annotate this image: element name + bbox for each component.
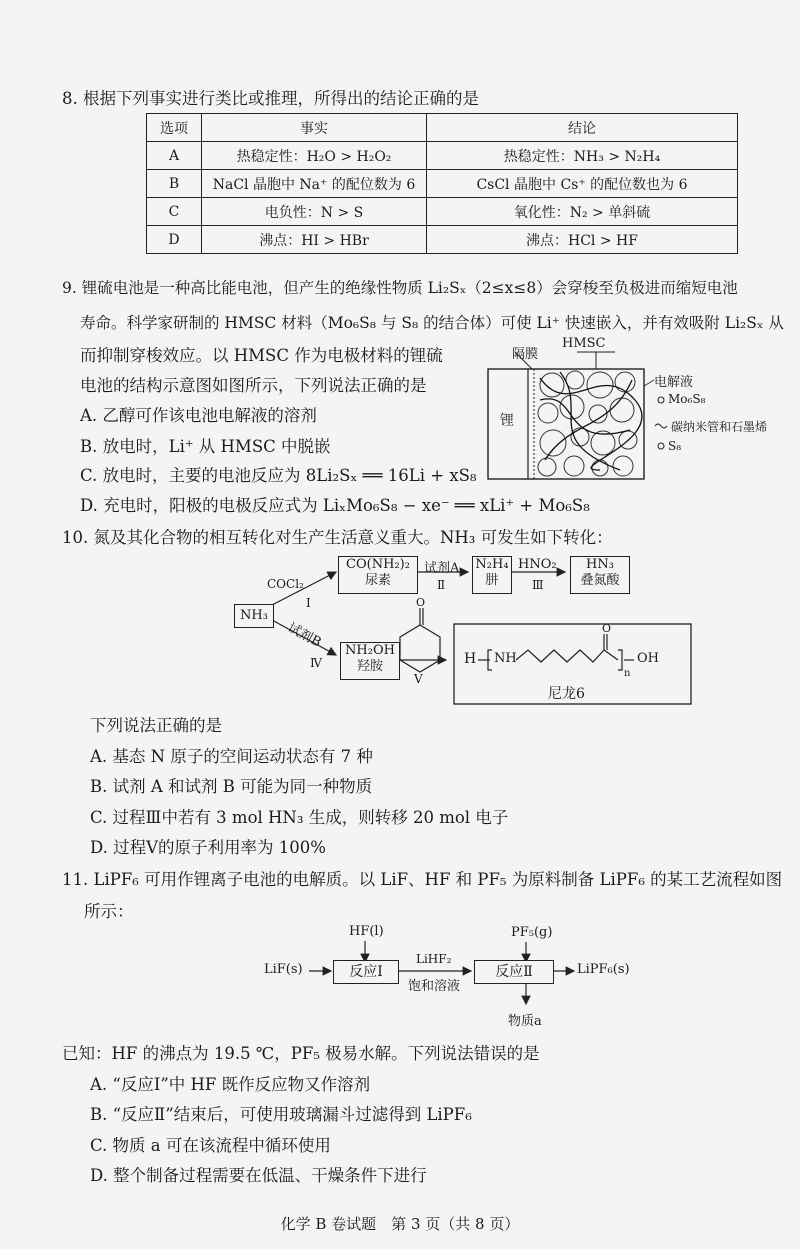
- hno2-label: HNO₂: [518, 557, 557, 572]
- hydrazine-formula: N₂H₄: [475, 557, 509, 572]
- q9-option-c: C. 放电时，主要的电池反应为 8Li₂Sₓ ══ 16Li + xS₈: [80, 466, 477, 485]
- q11-option-b: B. “反应Ⅱ”结束后，可使用玻璃漏斗过滤得到 LiPF₆: [90, 1105, 472, 1124]
- hydrazoic-acid-formula: HN₃: [586, 557, 614, 572]
- reagent-b-label: 试剂B: [285, 620, 324, 651]
- lithium-label: 锂: [500, 413, 514, 429]
- electrolyte-label: 电解液: [654, 375, 694, 390]
- step2-label: Ⅱ: [437, 578, 446, 592]
- hydroxylamine-formula: NH₂OH: [345, 643, 395, 658]
- step4-label: Ⅳ: [310, 656, 322, 670]
- table-cell: B: [147, 170, 202, 198]
- carbonyl-oxygen-label: O: [416, 596, 426, 609]
- q9-option-a: A. 乙醇可作该电池电解液的溶剂: [80, 406, 317, 425]
- nylon-h: H: [464, 651, 477, 667]
- q11-known: 已知：HF 的沸点为 19.5 ℃，PF₅ 极易水解。下列说法错误的是: [62, 1044, 540, 1063]
- urea-formula: CO(NH₂)₂: [346, 557, 410, 572]
- reaction1-box: [333, 960, 399, 984]
- q11-line1: 11. LiPF₆ 可用作锂离子电池的电解质。以 LiF、HF 和 PF₅ 为原料制备 LiPF₆ 的某工艺流程如图: [62, 870, 783, 889]
- lihf2-label: LiHF₂: [416, 952, 452, 966]
- table-cell: NaCl 晶胞中 Na⁺ 的配位数为 6: [202, 170, 427, 198]
- nylon-oh: OH: [637, 651, 659, 666]
- q10-option-c: C. 过程Ⅲ中若有 3 mol HN₃ 生成，则转移 20 mol 电子: [90, 808, 509, 827]
- hydrazine-name: 肼: [485, 573, 499, 588]
- table-header: 结论: [427, 114, 738, 142]
- step5-label: Ⅴ: [414, 672, 423, 686]
- table-cell: 热稳定性：H₂O > H₂O₂: [202, 142, 427, 170]
- q9-line4: 电池的结构示意图如图所示，下列说法正确的是: [80, 376, 427, 395]
- substance-a-label: 物质a: [508, 1014, 542, 1029]
- q11-option-a: A. “反应Ⅰ”中 HF 既作反应物又作溶剂: [90, 1075, 371, 1094]
- q11-option-c: C. 物质 a 可在该流程中循环使用: [90, 1136, 331, 1155]
- legend-s8: S₈: [668, 439, 682, 453]
- page-footer: 化学 B 卷试题 第 3 页（共 8 页）: [280, 1215, 520, 1233]
- ammonia-formula: NH₃: [240, 608, 268, 623]
- table-cell: 沸点：HI > HBr: [202, 226, 427, 254]
- reaction2-box: [474, 960, 554, 984]
- q9-line1: 9. 锂硫电池是一种高比能电池，但产生的绝缘性物质 Li₂Sₓ（2≤x≤8）会穿梭至负极进而缩短电池: [62, 279, 738, 297]
- hydrazoic-acid-name: 叠氮酸: [580, 573, 620, 588]
- q10-intro: 下列说法正确的是: [90, 716, 222, 735]
- q9-option-b: B. 放电时，Li⁺ 从 HMSC 中脱嵌: [80, 437, 331, 456]
- hmsc-label: HMSC: [562, 336, 606, 351]
- table-cell: A: [147, 142, 202, 170]
- nylon-name: 尼龙6: [548, 686, 585, 702]
- legend-mo6s8: Mo₆S₈: [668, 392, 706, 406]
- table-cell: C: [147, 198, 202, 226]
- table-cell: CsCl 晶胞中 Cs⁺ 的配位数也为 6: [427, 170, 738, 198]
- q11-line2: 所示：: [84, 902, 134, 921]
- reagent-a-label: 试剂A: [424, 561, 460, 576]
- urea-name: 尿素: [364, 573, 391, 588]
- table-cell: 氧化性：N₂ > 单斜硫: [427, 198, 738, 226]
- nylon-nh: NH: [494, 651, 517, 666]
- q9-line2: 寿命。科学家研制的 HMSC 材料（Mo₆S₈ 与 S₈ 的结合体）可使 Li⁺ 快速嵌入，并有效吸附 Li₂Sₓ 从: [80, 314, 784, 332]
- table-cell: 电负性：N > S: [202, 198, 427, 226]
- pf5-label: PF₅(g): [511, 925, 553, 940]
- step3-label: Ⅲ: [532, 578, 544, 592]
- separator-label: 隔膜: [512, 347, 539, 362]
- table-header: 选项: [147, 114, 202, 142]
- nylon-n: n: [624, 668, 631, 679]
- table-cell: 沸点：HCl > HF: [427, 226, 738, 254]
- q10-stem: 10. 氮及其化合物的相互转化对生产生活意义重大。NH₃ 可发生如下转化：: [62, 528, 613, 547]
- table-header: 事实: [202, 114, 427, 142]
- product-label: LiPF₆(s): [577, 962, 630, 977]
- legend-carbon: 碳纳米管和石墨烯: [671, 420, 768, 434]
- q10-option-a: A. 基态 N 原子的空间运动状态有 7 种: [90, 747, 373, 766]
- q10-option-b: B. 试剂 A 和试剂 B 可能为同一种物质: [90, 777, 373, 796]
- reaction1-label: 反应Ⅰ: [349, 964, 383, 980]
- table-cell: D: [147, 226, 202, 254]
- cocl2-label: COCl₂: [267, 577, 304, 591]
- q9-option-d: D. 充电时，阳极的电极反应式为 LiₓMo₆S₈ − xe⁻ ══ xLi⁺ + Mo₆S₈: [80, 496, 590, 515]
- reaction2-label: 反应Ⅱ: [495, 964, 533, 980]
- q8-stem: 8. 根据下列事实进行类比或推理，所得出的结论正确的是: [62, 89, 479, 108]
- step1-label: Ⅰ: [306, 596, 311, 610]
- q11-option-d: D. 整个制备过程需要在低温、干燥条件下进行: [90, 1166, 427, 1185]
- table-cell: 热稳定性：NH₃ > N₂H₄: [427, 142, 738, 170]
- lif-label: LiF(s): [264, 962, 303, 977]
- nylon-o: O: [602, 622, 612, 635]
- q9-line3: 而抑制穿梭效应。以 HMSC 作为电极材料的锂硫: [80, 346, 443, 365]
- q10-option-d: D. 过程Ⅴ的原子利用率为 100%: [90, 838, 326, 857]
- hf-label: HF(l): [349, 924, 384, 939]
- hydroxylamine-name: 羟胺: [356, 659, 383, 674]
- saturated-solution-label: 饱和溶液: [408, 979, 461, 994]
